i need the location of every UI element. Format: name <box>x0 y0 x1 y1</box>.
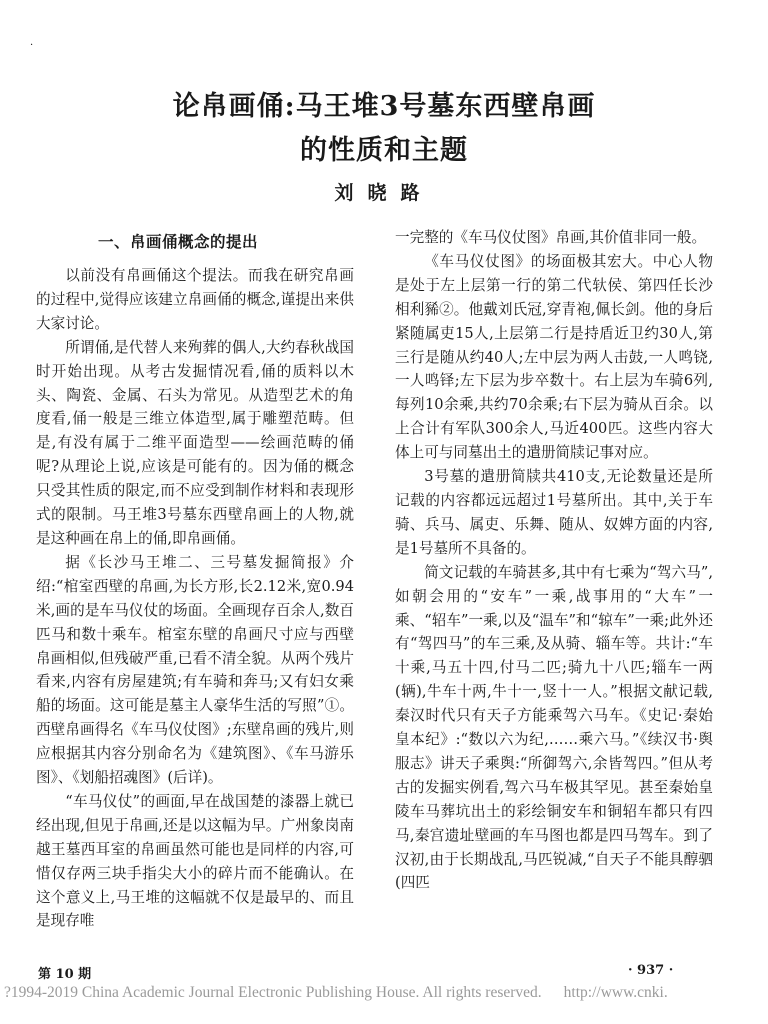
left-column <box>36 226 354 933</box>
copyright-watermark <box>0 984 768 1002</box>
paragraph: “车马仪仗”的画面,早在战国楚的漆器上就已经出现,但见于帛画,还是以这幅为早。广州象岗南越王墓西耳室的帛画虽然可能也是同样的内容,可惜仅存两三块手指尖大小的碎片而不能确认。在这个意义上,马王堆的这幅就不仅是最早的、而且是现存唯 <box>36 792 354 930</box>
right-column <box>395 226 713 895</box>
paragraph: 据《长沙马王堆二、三号墓发掘简报》介绍:“棺室西壁的帛画,为长方形,长2.12米,宽0.94米,画的是车马仪仗的场面。全画现存百余人,数百匹马和数十乘车。棺室东壁的帛画尺寸应与西壁帛画相似,但残破严重,已看不清全貌。从两个残片看来,内容有房屋建筑;有车骑和奔马;又有妇女乘船的场面。这可能是墓主人豪华生活的写照”①。西壁帛画得名《车马仪仗图》;东壁帛画的残片,则应根据其内容分别命名为《建筑图》、《车马游乐图》、《划船招魂图》(后详)。 <box>36 553 354 787</box>
copyright-text: ?1994-2019 China Academic Journal Electronic Publishing House. All rights reserved. <box>4 984 542 1001</box>
article-title-line2: 的性质和主题 <box>300 135 468 166</box>
paragraph: 3号墓的遣册简牍共410支,无论数量还是所记载的内容都远远超过1号墓所出。其中,关于车骑、兵马、属吏、乐舞、随从、奴婢方面的内容,是1号墓所不具备的。 <box>395 468 713 557</box>
copyright-url: http://www.cnki. <box>563 984 668 1001</box>
scan-speck: · <box>30 40 34 51</box>
paragraph: 简文记载的车骑甚多,其中有七乘为“驾六马”,如朝会用的“安车”一乘,战事用的“大车”一乘、“轺车”一乘,以及“温车”和“辌车”一乘;此外还有“驾四马”的车三乘,及从骑、辎车等。共计:“车十乘,马五十四,付马二匹;骑九十八匹;辎车一两(辆),牛车十两,牛十一,竖十一人。”根据文献记载,秦汉时代只有天子方能乘驾六马车。《史记·秦始皇本纪》:“数以六为纪,……乘六马。”《续汉书·舆服志》讲天子乘舆:“所御驾六,余皆驾四。”但从考古的发掘实例看,驾六马车极其罕见。甚至秦始皇陵车马葬坑出土的彩绘铜安车和铜轺车都只有四马,秦宫遗址壁画的车马图也都是四马驾车。到了汉初,由于长期战乱,马匹锐减,“自天子不能具醇驷(四匹 <box>395 563 713 892</box>
paragraph: 所谓俑,是代替人来殉葬的偶人,大约春秋战国时开始出现。从考古发掘情况看,俑的质料以木头、陶瓷、金属、石头为常见。从造型艺术的角度看,俑一般是三维立体造型,属于雕塑范畴。但是,有没有属于二维平面造型——绘画范畴的俑呢?从理论上说,应该是可能有的。因为俑的概念只受其性质的限定,而不应受到制作材料和表现形式的限制。马王堆3号墓东西壁帛画上的人物,就是这种画在帛上的俑,即帛画俑。 <box>36 338 354 547</box>
paragraph: 《车马仪仗图》的场面极其宏大。中心人物是处于左上层第一行的第二代轪侯、第四任长沙相利豨②。他戴刘氏冠,穿青袍,佩长剑。他的身后紧随属吏15人,上层第二行是持盾近卫约30人,第三行是随从约40人;左中层为两人击鼓,一人鸣铙,一人鸣铎;左下层为步卒数十。右上层为车骑6列,每列10余乘,共约70余乘;右下层为骑从百余。以上合计有军队300余人,马近400匹。这些内容大体上可与同墓出土的遣册简牍记事对应。 <box>395 252 713 462</box>
paragraph: 一完整的《车马仪仗图》帛画,其价值非同一般。 <box>395 229 707 246</box>
section-heading: 一、帛画俑概念的提出 <box>98 232 259 251</box>
paragraph: 以前没有帛画俑这个提法。而我在研究帛画的过程中,觉得应该建立帛画俑的概念,谨提出来供大家讨论。 <box>36 267 354 332</box>
article-title-line1: 论帛画俑:马王堆3号墓东西壁帛画 <box>172 91 596 122</box>
issue-number: 第 10 期 <box>38 967 92 982</box>
page-number: · 937 · <box>628 963 674 978</box>
author-name: 刘晓路 <box>334 182 434 204</box>
